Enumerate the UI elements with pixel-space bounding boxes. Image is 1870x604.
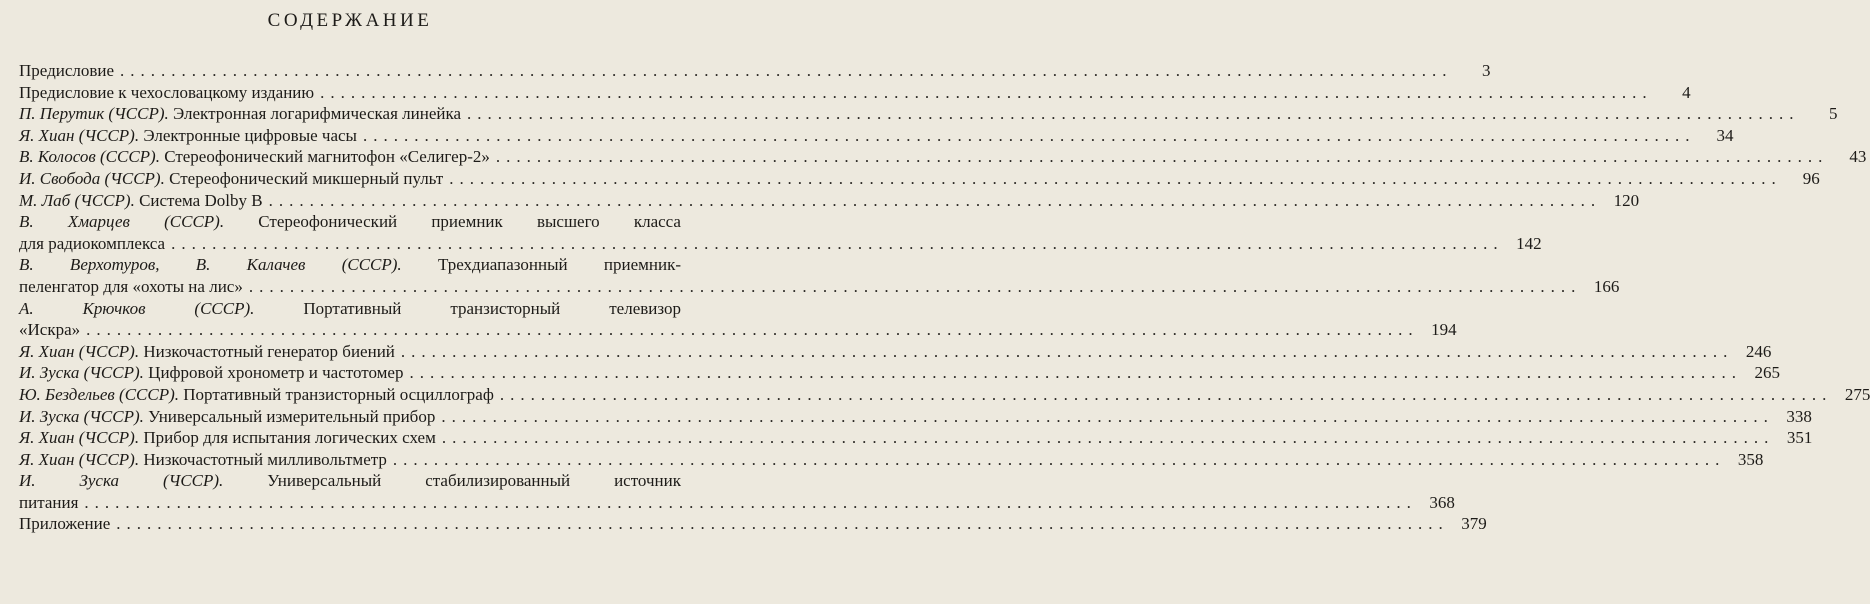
toc-title: Универсальный стабилизированный источник: [223, 471, 681, 491]
dot-leader: ..................................................................................................................................: [86, 320, 1419, 340]
dot-leader: ..................................................................................................................................: [392, 449, 1726, 469]
toc-title-continued: «Искра»: [19, 320, 81, 340]
toc-entry: [19, 190, 1640, 212]
dot-leader: ..................................................................................................................................: [320, 82, 1653, 102]
toc-page-number: 194: [1431, 320, 1457, 340]
toc-title: Трехдиапазонный приемник-: [401, 255, 682, 275]
toc-entry: [19, 82, 1691, 104]
toc-page-number: 246: [1745, 341, 1772, 361]
table-of-contents: [19, 60, 1870, 535]
toc-title-continued: для радиокомплекса: [19, 233, 166, 253]
toc-title: Предисловие к чехословацкому изданию: [19, 82, 315, 102]
toc-page-number: 96: [1802, 168, 1820, 188]
toc-title: Система Dolby B: [134, 190, 263, 210]
toc-page-number: 34: [1716, 125, 1734, 145]
toc-page-number: 120: [1613, 190, 1640, 210]
toc-page-number: 4: [1682, 82, 1691, 102]
page-title: СОДЕРЖАНИЕ: [267, 10, 433, 31]
toc-entry: [19, 211, 1542, 254]
toc-page-number: 265: [1754, 363, 1780, 383]
toc-author: А. Крючков (СССР).: [19, 298, 255, 318]
toc-title: Портативный транзисторный осциллограф: [179, 384, 494, 404]
toc-author: М. Лаб (ЧССР).: [19, 190, 135, 210]
toc-title: Универсальный измерительный прибор: [143, 406, 436, 426]
toc-page-number: 275: [1844, 384, 1870, 404]
toc-author: И. Зуска (ЧССР).: [19, 471, 224, 491]
dot-leader: ..................................................................................................................................: [120, 61, 1453, 80]
dot-leader: ..................................................................................................................................: [248, 276, 1582, 296]
toc-entry: [19, 125, 1734, 147]
toc-author: В. Верхотуров, В. Калачев (СССР).: [19, 255, 402, 275]
toc-page-number: 351: [1786, 428, 1813, 448]
toc-title: Прибор для испытания логических схем: [139, 428, 436, 448]
dot-leader: ..................................................................................................................................: [116, 514, 1449, 534]
toc-page-number: 43: [1849, 147, 1867, 167]
toc-page-number: 358: [1737, 449, 1764, 469]
dot-leader: ..................................................................................................................................: [362, 125, 1696, 145]
toc-author: В. Хмарцев (СССР).: [19, 212, 225, 232]
toc-title-continued: пеленгатор для «охоты на лис»: [19, 276, 243, 296]
dot-leader: ..................................................................................................................................: [441, 406, 1774, 426]
dot-leader: ..................................................................................................................................: [495, 147, 1829, 167]
toc-entry: [19, 298, 1457, 341]
dot-leader: ..................................................................................................................................: [441, 428, 1775, 448]
toc-author: Я. Хиан (ЧССР).: [19, 341, 140, 361]
toc-title: Низкочастотный генератор биений: [139, 341, 395, 361]
toc-entry: [19, 470, 1455, 513]
toc-title: Приложение: [19, 514, 111, 534]
dot-leader: ..................................................................................................................................: [409, 363, 1742, 383]
toc-author: И. Свобода (ЧССР).: [19, 168, 165, 188]
toc-page-number: 142: [1516, 233, 1542, 253]
dot-leader: ..................................................................................................................................: [171, 233, 1504, 253]
dot-leader: ..................................................................................................................................: [84, 492, 1417, 512]
dot-leader: ..................................................................................................................................: [467, 104, 1800, 124]
toc-entry: [19, 254, 1620, 297]
dot-leader: ..................................................................................................................................: [449, 168, 1782, 188]
toc-page-number: 368: [1429, 492, 1455, 512]
toc-author: И. Зуска (ЧССР).: [19, 363, 144, 383]
toc-author: Я. Хиан (ЧССР).: [19, 125, 140, 145]
toc-page-number: 379: [1461, 514, 1487, 534]
toc-entry: [19, 146, 1867, 168]
toc-page-number: 166: [1593, 276, 1620, 296]
toc-entry: [19, 103, 1838, 125]
toc-title: Электронные цифровые часы: [139, 125, 357, 145]
toc-title: Цифровой хронометр и частотомер: [143, 363, 404, 383]
toc-author: Я. Хиан (ЧССР).: [19, 449, 140, 469]
toc-page-number: 338: [1786, 406, 1812, 426]
toc-title: Стереофонический магнитофон «Селигер-2»: [159, 147, 490, 167]
toc-title: Низкочастотный милливольтметр: [139, 449, 387, 469]
dot-leader: ..................................................................................................................................: [268, 190, 1602, 210]
toc-entry: [19, 513, 1487, 535]
toc-entry: [19, 341, 1772, 363]
toc-entry: [19, 60, 1491, 82]
toc-title: Стереофонический микшерный пульт: [164, 168, 444, 188]
toc-entry: [19, 406, 1812, 428]
toc-title: Портативный транзисторный телевизор: [254, 298, 682, 318]
toc-title: Предисловие: [19, 61, 115, 80]
toc-entry: [19, 362, 1780, 384]
toc-entry: [19, 427, 1813, 449]
toc-entry: [19, 168, 1820, 190]
toc-author: И. Зуска (ЧССР).: [19, 406, 144, 426]
toc-title: Стереофонический приемник высшего класса: [224, 212, 681, 232]
toc-entry: [19, 449, 1764, 471]
toc-entry: [19, 384, 1870, 406]
toc-author: Ю. Бездельев (СССР).: [19, 384, 180, 404]
dot-leader: ..................................................................................................................................: [400, 341, 1734, 361]
toc-author: В. Колосов (СССР).: [19, 147, 160, 167]
toc-title-continued: питания: [19, 492, 79, 512]
toc-author: Я. Хиан (ЧССР).: [19, 428, 140, 448]
dot-leader: ..................................................................................................................................: [499, 384, 1833, 404]
toc-page-number: 5: [1829, 104, 1838, 124]
toc-author: П. Перутик (ЧССР).: [19, 104, 169, 124]
toc-page-number: 3: [1482, 61, 1491, 80]
toc-title: Электронная логарифмическая линейка: [168, 104, 462, 124]
